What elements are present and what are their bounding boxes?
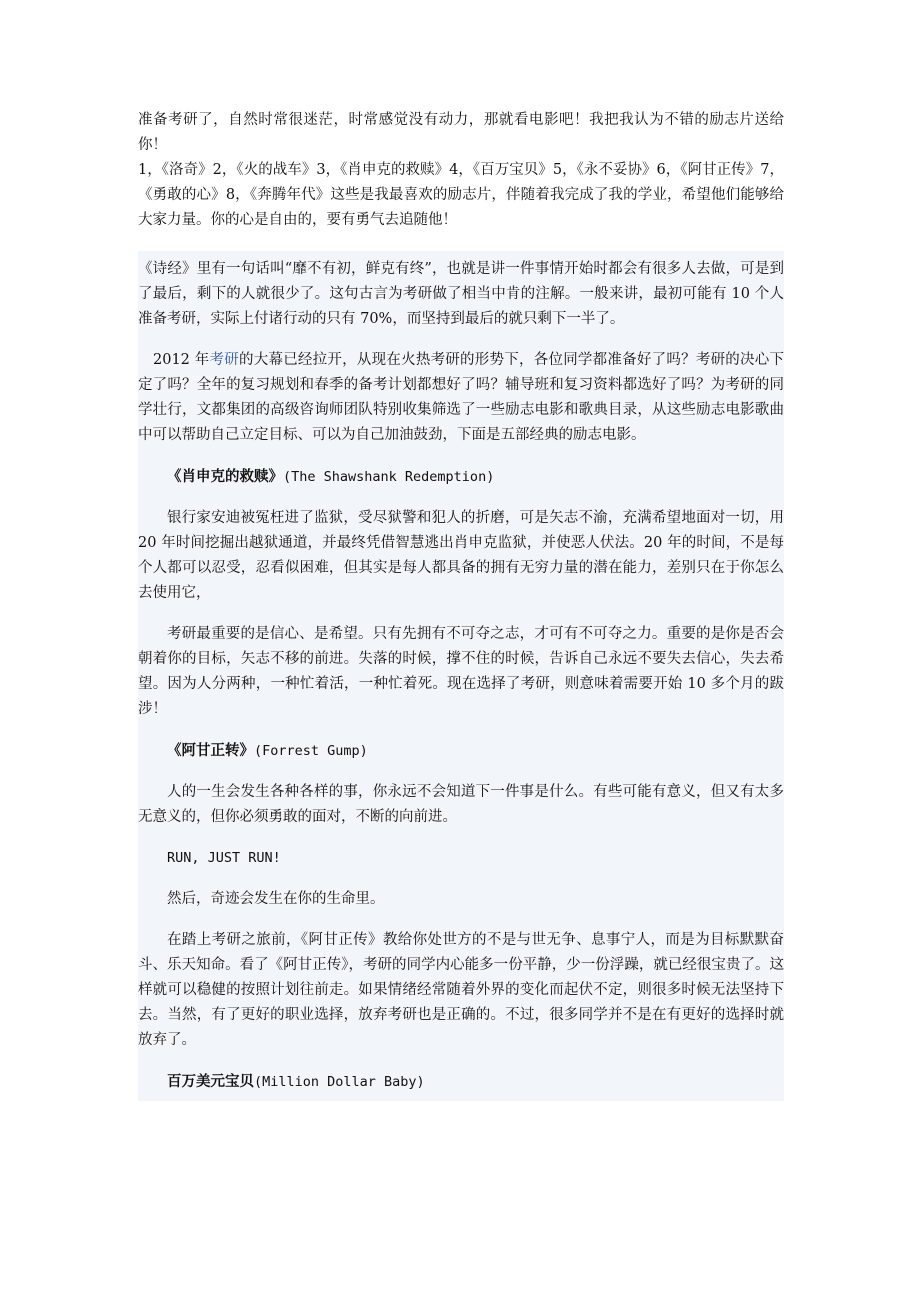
article-body	[138, 251, 784, 1101]
gump-title-en: (Forrest Gump)	[254, 743, 368, 759]
kaoyan-2012-text-b: 的大幕已经拉开，从现在火热考研的形势下，各位同学都准备好了吗？考研的决心下定了吗？全年的复习规划和春季的备考计划都想好了吗？辅导班和复习资料都选好了吗？为考研的同学壮行，文都集团的高级咨询师团队特别收集筛选了一些励志电影和歌典目录，从这些励志电影歌曲中可以帮助自己立定目标、可以为自己加油鼓劲，下面是五部经典的励志电影。	[138, 352, 785, 443]
run-line: RUN, JUST RUN!	[167, 850, 281, 866]
gump-paragraph-2: 在踏上考研之旅前，《阿甘正传》教给你处世方的不是与世无争、息事宁人，而是为目标默默奋斗、乐天知命。看了《阿甘正传》，考研的同学内心能多一份平静，少一份浮躁，就已经很宝贵了。这样就可以稳健的按照计划往前走。如果情绪经常随着外界的变化而起伏不定，则很多时候无法坚持下去。当然，有了更好的职业选择，放弃考研也是正确的。不过，很多同学并不是在有更好的选择时就放弃了。	[138, 932, 784, 1048]
gump-title-cn: 《阿甘正转》	[167, 742, 254, 759]
shawshank-title-en: (The Shawshank Redemption)	[283, 469, 495, 485]
kaoyan-link[interactable]: 考研	[209, 352, 239, 368]
intro-paragraph-1: 准备考研了，自然时常很迷茫，时常感觉没有动力，那就看电影吧！我把我认为不错的励志片送给你！	[138, 112, 784, 153]
confidence-paragraph: 考研最重要的是信心、是希望。只有先拥有不可夺之志，才可有不可夺之力。重要的是你是否会朝着你的目标，矢志不移的前进。失落的时候，撑不住的时候，告诉自己永远不要失去信心，失去希望。因为人分两种，一种忙着活，一种忙着死。现在选择了考研，则意味着需要开始 10 多个月的跋涉！	[138, 626, 784, 717]
baby-heading	[138, 1069, 784, 1095]
shijing-paragraph: 《诗经》里有一句话叫“靡不有初，鲜克有终”，也就是讲一件事情开始时都会有很多人去做，可是到了最后，剩下的人就很少了。这句古言为考研做了相当中肯的注解。一般来讲，最初可能有 10 个人准备考研，实际上付诸行动的只有 70%，而坚持到最后的就只剩下一半了。	[138, 261, 784, 327]
gump-heading	[138, 738, 784, 764]
intro-section	[138, 108, 784, 233]
document-page	[138, 108, 784, 1101]
baby-title-cn: 百万美元宝贝	[167, 1073, 254, 1090]
shawshank-title-cn: 《肖申克的救赎》	[167, 468, 283, 485]
intro-paragraph-2: 1，《洛奇》2，《火的战车》3，《肖申克的救赎》4，《百万宝贝》5，《永不妥协》6，《阿甘正传》7，《勇敢的心》8，《奔腾年代》这些是我最喜欢的励志片，伴随着我完成了我的学业，希望他们能够给大家力量。你的心是自由的，要有勇气去追随他！	[138, 162, 784, 228]
baby-title-en: (Million Dollar Baby)	[254, 1074, 425, 1090]
kaoyan-2012-paragraph	[138, 348, 784, 448]
gump-paragraph-1: 人的一生会发生各种各样的事，你永远不会知道下一件事是什么。有些可能有意义，但又有太多无意义的，但你必须勇敢的面对，不断的向前进。	[138, 784, 784, 825]
shawshank-paragraph: 银行家安迪被冤枉进了监狱，受尽狱警和犯人的折磨，可是矢志不渝，充满希望地面对一切，用 20 年时间挖掘出越狱通道，并最终凭借智慧逃出肖申克监狱，并使恶人伏法。20 年的时间，不是每个人都可以忍受，忍看似困难，但其实是每人都具备的拥有无穷力量的潜在能力，差别只在于你怎么去使用它，	[138, 510, 784, 601]
kaoyan-2012-text-a: 2012 年	[153, 352, 210, 368]
shawshank-heading	[138, 464, 784, 490]
miracle-line: 然后，奇迹会发生在你的生命里。	[167, 891, 385, 907]
